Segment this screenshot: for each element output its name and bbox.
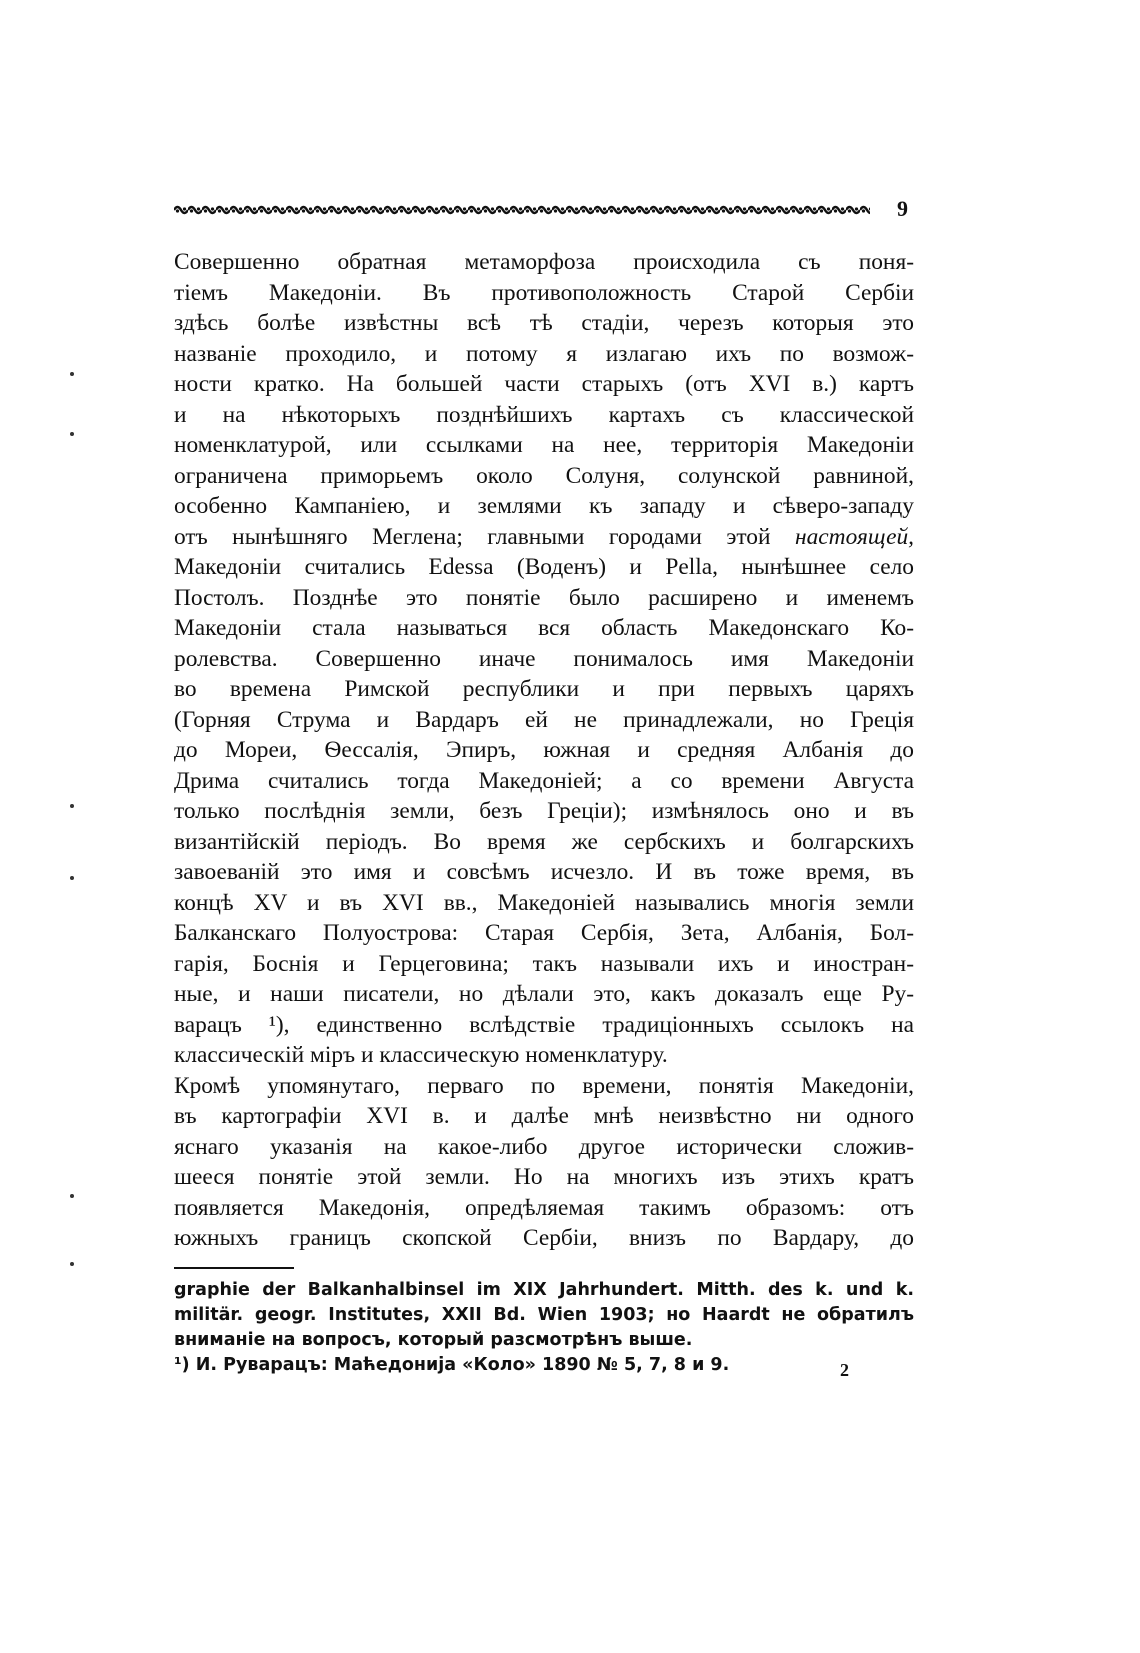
italic-word: настоящей, xyxy=(795,523,914,550)
text-line: концѣ XV и въ XVI вв., Македоніей назывались многія земли xyxy=(174,889,914,916)
margin-dot xyxy=(70,1262,74,1266)
margin-dot xyxy=(70,876,74,880)
footnote-divider xyxy=(174,1267,294,1269)
footnote-line: graphie der Balkanhalbinsel im XIX Jahrhundert. Mitth. des k. und k. xyxy=(174,1280,914,1300)
text-line-with-italic xyxy=(174,522,914,553)
text-line: во времена Римской республики и при первыхъ царяхъ xyxy=(174,676,914,702)
text-line: (Горняя Струма и Вардаръ ей не принадлежали, но Грецiя xyxy=(174,706,914,733)
text-line: Кромѣ упомянутаго, перваго по времени, понятія Македоніи, xyxy=(174,1072,914,1099)
text-line: появляется Македонія, опредѣляемая такимъ образомъ: отъ xyxy=(174,1194,914,1221)
footnote-line: вниманіе на вопросъ, который разсмотрѣнъ выше. xyxy=(174,1330,693,1350)
margin-dot xyxy=(70,1194,74,1198)
signature-mark: 2 xyxy=(840,1360,849,1380)
text-line: ролевства. Совершенно иначе понималось имя Македоніи xyxy=(174,645,914,672)
text-line: южныхъ границъ скопской Сербіи, внизъ по Вардару, до xyxy=(174,1225,914,1251)
footnotes xyxy=(174,1278,914,1378)
text-line: тіемъ Македоніи. Въ противоположность Старой Сербіи xyxy=(174,279,914,306)
text-line: византійскій періодъ. Во время же сербскихъ и болгарскихъ xyxy=(174,828,914,855)
text-line: Балканскаго Полуострова: Старая Сербія, Зета, Албанія, Бол- xyxy=(174,920,914,946)
text-line: варацъ ¹), единственно вслѣдствіе традиціонныхъ ссылокъ на xyxy=(174,1011,914,1038)
decorative-rule-ornament xyxy=(174,203,870,217)
text-line: до Мореи, Ѳессалія, Эпиръ, южная и средняя Албанія до xyxy=(174,737,914,763)
text-line: Македоніи стала называться вся область Македонскаго Ко- xyxy=(174,615,914,641)
text-line: классическій міръ и классическую номенклатуру. xyxy=(174,1042,668,1068)
page-number: 9 xyxy=(897,196,908,221)
text-line: названіе проходило, и потому я излагаю ихъ по возмож- xyxy=(174,340,914,367)
margin-dot xyxy=(70,804,74,808)
text-segment: отъ нынѣшняго Меглена; главными городами этой xyxy=(174,523,771,550)
text-line: ные, и наши писатели, но дѣлали это, какъ доказалъ еще Ру- xyxy=(174,981,914,1007)
text-line: яснаго указанія на какое-либо другое исторически сложив- xyxy=(174,1133,914,1160)
text-line: завоеваній это имя и совсѣмъ исчезло. И въ тоже время, въ xyxy=(174,859,914,885)
text-line: Совершенно обратная метаморфоза происходила съ поня- xyxy=(174,249,914,275)
text-line: и на нѣкоторыхъ позднѣйшихъ картахъ съ классической xyxy=(174,401,914,428)
margin-dot xyxy=(70,432,74,436)
text-line: Македоніи считались Edessa (Воденъ) и Pella, нынѣшнее село xyxy=(174,554,914,580)
text-line: здѣсь болѣе извѣстны всѣ тѣ стадіи, черезъ которыя это xyxy=(174,310,914,336)
text-line: въ картографіи XVI в. и далѣе мнѣ неизвѣстно ни одного xyxy=(174,1103,914,1129)
footnote-line: ¹) И. Руварацъ: Маћедонија «Коло» 1890 № 5, 7, 8 и 9. xyxy=(174,1355,730,1375)
text-line: шееся понятіе этой земли. Но на многихъ изъ этихъ кратъ xyxy=(174,1164,914,1190)
text-line: Постолъ. Позднѣе это понятіе было расширено и именемъ xyxy=(174,584,914,611)
page-header xyxy=(174,196,914,224)
text-line: только послѣднія земли, безъ Греціи); измѣнялось оно и въ xyxy=(174,798,914,824)
body-text xyxy=(174,247,914,1254)
margin-dot xyxy=(70,372,74,376)
text-line: гарія, Боснія и Герцеговина; такъ называли ихъ и иностран- xyxy=(174,950,914,977)
text-line: особенно Кампаніею, и землями къ западу и сѣверо-западу xyxy=(174,493,914,519)
footnote-line: militär. geogr. Institutes, XXII Bd. Wien 1903; но Haardt не обратилъ xyxy=(174,1305,914,1325)
text-line: Дрима считались тогда Македоніей; а со времени Августа xyxy=(174,767,914,794)
text-line: номенклатурой, или ссылками на нее, территорія Македоніи xyxy=(174,432,914,458)
text-line: ограничена приморьемъ около Солуня, солунской равниной, xyxy=(174,462,914,489)
text-line: ности кратко. На большей части старыхъ (отъ XVI в.) картъ xyxy=(174,371,914,397)
